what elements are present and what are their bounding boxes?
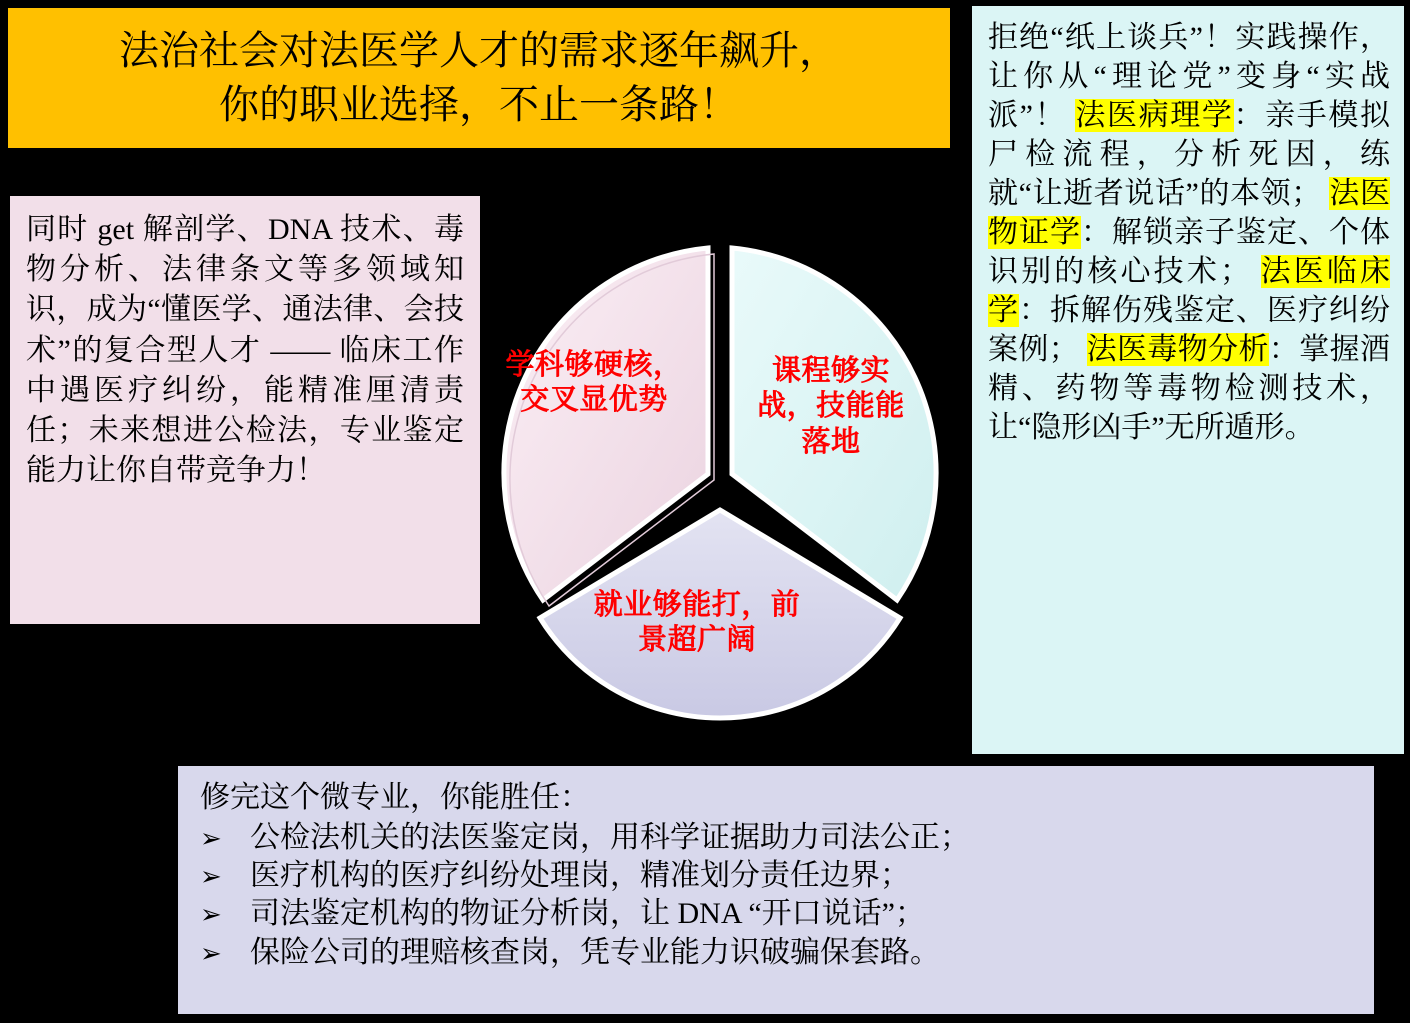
bullet-arrow-icon: ➢: [200, 938, 222, 968]
list-item: [200, 895, 1352, 933]
segment-left-label: 学科够硬核，交叉显优势: [505, 349, 683, 417]
bottom-panel-lead: 修完这个微专业，你能胜任：: [200, 781, 590, 814]
left-panel-text: 同时 get 解剖学、DNA 技术、毒物分析、法律条文等多领域知识，成为“懂医学、通法律、会技术”的复合型人才 —— 临床工作中遇医疗纠纷，能精准厘清责任；未来想进公检法，专业鉴定能力让你自带竞争力！: [26, 213, 464, 488]
page-title: [119, 24, 839, 132]
three-segment-pie-diagram: [480, 218, 980, 748]
right-panel-intro: 拒绝“纸上谈兵”！实践操作，让你从“理论党”变身“实战派”！: [988, 21, 1390, 132]
list-item: [200, 857, 1352, 895]
list-item-label: 保险公司的理赔核查岗，凭专业能力识破骗保套路。: [250, 935, 940, 969]
right-item-2-desc: ：拆解伤残鉴定、医疗纠纷案例；: [988, 294, 1390, 366]
segment-right-label: 课程够实战，技能能落地: [757, 355, 905, 458]
list-item-label: 司法鉴定机构的物证分析岗，让 DNA “开口说话”；: [250, 897, 925, 931]
title-line-1: 法治社会对法医学人才的需求逐年飙升，: [119, 28, 839, 73]
right-item-0-term: 法医病理学: [1075, 99, 1234, 132]
bullet-arrow-icon: ➢: [200, 900, 222, 930]
list-item-label: 医疗机构的医疗纠纷处理岗，精准划分责任边界；: [250, 858, 910, 892]
right-item-3-desc: ：掌握酒精、药物等毒物检测技术，让“隐形凶手”无所遁形。: [988, 333, 1390, 444]
list-item: [200, 819, 1352, 857]
pie-diagram-svg: [480, 218, 980, 748]
right-item-0-desc: ：亲手模拟尸检流程，分析死因，练就“让逝者说话”的本领；: [988, 99, 1391, 210]
bullet-arrow-icon: ➢: [200, 823, 222, 853]
list-item: [200, 934, 1352, 972]
right-item-1-term: 法医物证学: [988, 177, 1390, 249]
list-item-label: 公检法机关的法医鉴定岗，用科学证据助力司法公正；: [250, 820, 970, 854]
right-info-panel: [972, 6, 1404, 754]
right-panel-text: [988, 18, 1390, 447]
title-banner: [8, 8, 950, 148]
bottom-career-panel: [178, 766, 1374, 1014]
right-item-2-term: 法医临床学: [988, 255, 1391, 327]
bullet-arrow-icon: ➢: [200, 861, 222, 891]
career-list: [200, 819, 1352, 973]
right-item-3-term: 法医毒物分析: [1086, 333, 1269, 366]
left-info-panel: [10, 196, 480, 624]
segment-bottom-label: 就业够能打，前景超广阔: [593, 589, 801, 657]
title-line-2: 你的职业选择，不止一条路！: [219, 82, 739, 127]
right-item-1-desc: ：解锁亲子鉴定、个体识别的核心技术；: [988, 216, 1390, 288]
